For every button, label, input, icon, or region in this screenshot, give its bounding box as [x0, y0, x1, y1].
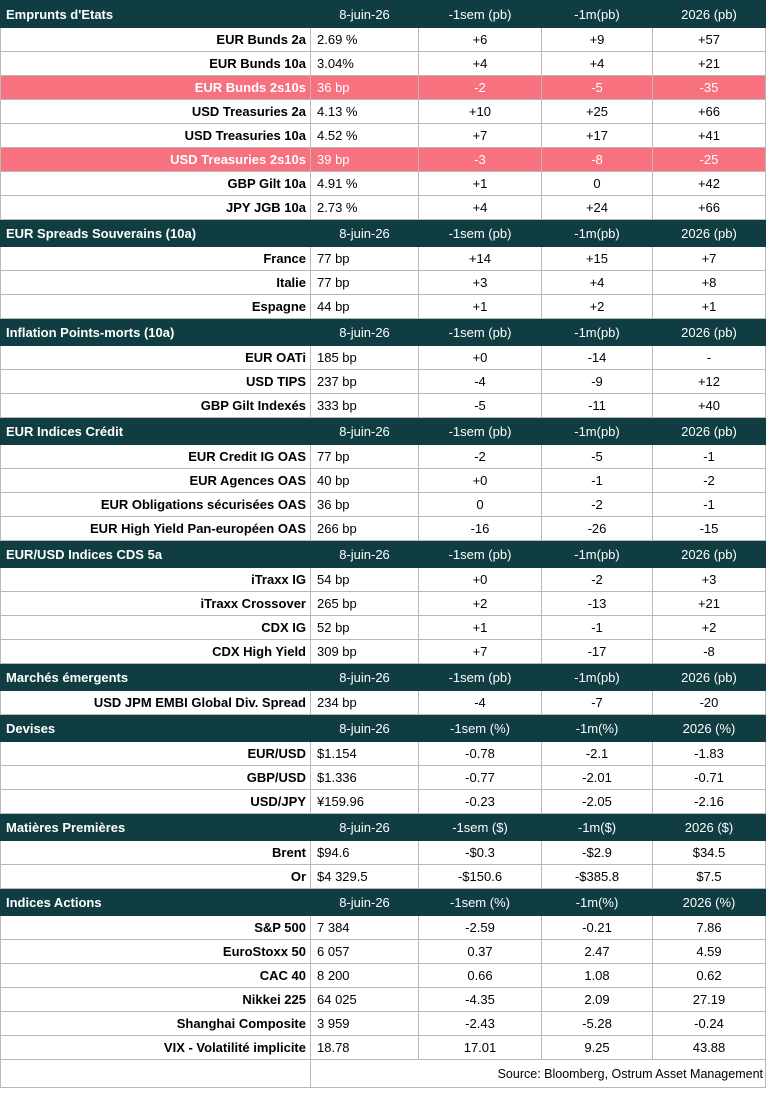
change-value: 1.08	[542, 964, 653, 988]
change-value: 17.01	[419, 1036, 542, 1060]
column-header: 8-juin-26	[311, 220, 419, 247]
change-value: -2.59	[419, 916, 542, 940]
change-value: -3	[419, 148, 542, 172]
change-value: -$150.6	[419, 865, 542, 889]
section-header-inflation-points-morts-10a	[1, 319, 766, 346]
change-value: -2	[542, 493, 653, 517]
section-title: Inflation Points-morts (10a)	[1, 319, 311, 346]
table-row	[1, 493, 766, 517]
change-value: +2	[653, 616, 766, 640]
current-value: 77 bp	[311, 247, 419, 271]
change-value: 9.25	[542, 1036, 653, 1060]
current-value: 265 bp	[311, 592, 419, 616]
current-value: ¥159.96	[311, 790, 419, 814]
change-value: $34.5	[653, 841, 766, 865]
column-header: 8-juin-26	[311, 418, 419, 445]
table-row	[1, 640, 766, 664]
change-value: -$2.9	[542, 841, 653, 865]
row-label: CDX High Yield	[1, 640, 311, 664]
section-title: Devises	[1, 715, 311, 742]
table-row	[1, 964, 766, 988]
change-value: -26	[542, 517, 653, 541]
table-row	[1, 295, 766, 319]
table-row	[1, 940, 766, 964]
table-row	[1, 766, 766, 790]
current-value: 36 bp	[311, 76, 419, 100]
column-header: 8-juin-26	[311, 715, 419, 742]
current-value: 6 057	[311, 940, 419, 964]
current-value: 2.69 %	[311, 28, 419, 52]
table-row	[1, 592, 766, 616]
change-value: -2	[419, 445, 542, 469]
section-title: Matières Premières	[1, 814, 311, 841]
change-value: -2.43	[419, 1012, 542, 1036]
change-value: +2	[419, 592, 542, 616]
section-header-marches-emergents	[1, 664, 766, 691]
change-value: -15	[653, 517, 766, 541]
table-row	[1, 916, 766, 940]
current-value: $4 329.5	[311, 865, 419, 889]
change-value: +21	[653, 592, 766, 616]
row-label: Espagne	[1, 295, 311, 319]
row-label: Or	[1, 865, 311, 889]
change-value: +66	[653, 100, 766, 124]
table-row	[1, 841, 766, 865]
table-row	[1, 616, 766, 640]
change-value: -7	[542, 691, 653, 715]
row-label: USD Treasuries 2a	[1, 100, 311, 124]
change-value: -0.24	[653, 1012, 766, 1036]
source-note: Source: Bloomberg, Ostrum Asset Management	[311, 1060, 766, 1088]
current-value: 64 025	[311, 988, 419, 1012]
change-value: +40	[653, 394, 766, 418]
section-title: Emprunts d'Etats	[1, 1, 311, 28]
current-value: 4.13 %	[311, 100, 419, 124]
column-header: -1sem (%)	[419, 715, 542, 742]
table-row	[1, 1012, 766, 1036]
current-value: 4.52 %	[311, 124, 419, 148]
current-value: $94.6	[311, 841, 419, 865]
column-header: -1m(pb)	[542, 220, 653, 247]
change-value: +1	[653, 295, 766, 319]
row-label: CDX IG	[1, 616, 311, 640]
change-value: -2.01	[542, 766, 653, 790]
column-header: -1m(%)	[542, 715, 653, 742]
column-header: -1m(pb)	[542, 418, 653, 445]
column-header: -1m(pb)	[542, 541, 653, 568]
column-header: 2026 (pb)	[653, 541, 766, 568]
table-row	[1, 148, 766, 172]
change-value: -25	[653, 148, 766, 172]
row-label: CAC 40	[1, 964, 311, 988]
current-value: $1.154	[311, 742, 419, 766]
change-value: -5	[542, 76, 653, 100]
change-value: -8	[542, 148, 653, 172]
row-label: France	[1, 247, 311, 271]
change-value: 4.59	[653, 940, 766, 964]
change-value: -2	[653, 469, 766, 493]
row-label: USD/JPY	[1, 790, 311, 814]
change-value: +42	[653, 172, 766, 196]
section-header-indices-actions	[1, 889, 766, 916]
current-value: 39 bp	[311, 148, 419, 172]
row-label: GBP/USD	[1, 766, 311, 790]
section-title: EUR Indices Crédit	[1, 418, 311, 445]
table-row	[1, 100, 766, 124]
column-header: -1sem (pb)	[419, 319, 542, 346]
change-value: 2.09	[542, 988, 653, 1012]
section-title: Marchés émergents	[1, 664, 311, 691]
row-label: EUR Bunds 2s10s	[1, 76, 311, 100]
current-value: 8 200	[311, 964, 419, 988]
change-value: 0	[419, 493, 542, 517]
current-value: 185 bp	[311, 346, 419, 370]
change-value: +1	[419, 295, 542, 319]
change-value: +0	[419, 346, 542, 370]
column-header: -1m(pb)	[542, 664, 653, 691]
change-value: -0.71	[653, 766, 766, 790]
section-header-eur-indices-credit	[1, 418, 766, 445]
current-value: 3.04%	[311, 52, 419, 76]
column-header: -1sem (pb)	[419, 541, 542, 568]
change-value: 27.19	[653, 988, 766, 1012]
column-header: 2026 (pb)	[653, 1, 766, 28]
change-value: 43.88	[653, 1036, 766, 1060]
change-value: -4	[419, 691, 542, 715]
change-value: -5	[542, 445, 653, 469]
row-label: Italie	[1, 271, 311, 295]
change-value: +24	[542, 196, 653, 220]
change-value: -1	[653, 493, 766, 517]
table-row	[1, 247, 766, 271]
change-value: -20	[653, 691, 766, 715]
row-label: Shanghai Composite	[1, 1012, 311, 1036]
change-value: 0	[542, 172, 653, 196]
row-label: EUR Credit IG OAS	[1, 445, 311, 469]
section-header-devises	[1, 715, 766, 742]
section-header-emprunts-d-etats	[1, 1, 766, 28]
change-value: -0.23	[419, 790, 542, 814]
row-label: USD Treasuries 2s10s	[1, 148, 311, 172]
table-row	[1, 394, 766, 418]
table-row	[1, 988, 766, 1012]
change-value: -5.28	[542, 1012, 653, 1036]
source-spacer	[1, 1060, 311, 1088]
row-label: EUR/USD	[1, 742, 311, 766]
table-row	[1, 124, 766, 148]
column-header: -1sem ($)	[419, 814, 542, 841]
column-header: 2026 (pb)	[653, 664, 766, 691]
change-value: 0.62	[653, 964, 766, 988]
change-value: +7	[419, 640, 542, 664]
row-label: EuroStoxx 50	[1, 940, 311, 964]
row-label: EUR High Yield Pan-européen OAS	[1, 517, 311, 541]
column-header: 2026 ($)	[653, 814, 766, 841]
row-label: EUR OATi	[1, 346, 311, 370]
change-value: -0.21	[542, 916, 653, 940]
change-value: -2.05	[542, 790, 653, 814]
change-value: -16	[419, 517, 542, 541]
change-value: +25	[542, 100, 653, 124]
column-header: 8-juin-26	[311, 1, 419, 28]
market-data-body	[1, 1, 766, 1088]
column-header: 8-juin-26	[311, 541, 419, 568]
change-value: -$385.8	[542, 865, 653, 889]
table-row	[1, 790, 766, 814]
change-value: -4.35	[419, 988, 542, 1012]
table-row	[1, 370, 766, 394]
change-value: +57	[653, 28, 766, 52]
current-value: 77 bp	[311, 271, 419, 295]
change-value: -2	[542, 568, 653, 592]
row-label: iTraxx IG	[1, 568, 311, 592]
table-row	[1, 28, 766, 52]
column-header: -1sem (pb)	[419, 1, 542, 28]
column-header: -1sem (pb)	[419, 418, 542, 445]
row-label: USD Treasuries 10a	[1, 124, 311, 148]
column-header: 2026 (pb)	[653, 319, 766, 346]
change-value: +14	[419, 247, 542, 271]
row-label: iTraxx Crossover	[1, 592, 311, 616]
row-label: EUR Agences OAS	[1, 469, 311, 493]
column-header: -1m(pb)	[542, 1, 653, 28]
column-header: 2026 (pb)	[653, 418, 766, 445]
change-value: +9	[542, 28, 653, 52]
column-header: 2026 (pb)	[653, 220, 766, 247]
change-value: +4	[419, 52, 542, 76]
current-value: 237 bp	[311, 370, 419, 394]
table-row	[1, 691, 766, 715]
column-header: 2026 (%)	[653, 889, 766, 916]
row-label: Brent	[1, 841, 311, 865]
change-value: +15	[542, 247, 653, 271]
current-value: 4.91 %	[311, 172, 419, 196]
change-value: -5	[419, 394, 542, 418]
change-value: -9	[542, 370, 653, 394]
column-header: 8-juin-26	[311, 319, 419, 346]
change-value: -1	[542, 469, 653, 493]
row-label: S&P 500	[1, 916, 311, 940]
current-value: 266 bp	[311, 517, 419, 541]
change-value: -8	[653, 640, 766, 664]
table-row	[1, 346, 766, 370]
row-label: GBP Gilt 10a	[1, 172, 311, 196]
change-value: +41	[653, 124, 766, 148]
table-row	[1, 271, 766, 295]
change-value: -1.83	[653, 742, 766, 766]
table-row	[1, 517, 766, 541]
change-value: -$0.3	[419, 841, 542, 865]
change-value: +12	[653, 370, 766, 394]
change-value: 2.47	[542, 940, 653, 964]
change-value: -2.16	[653, 790, 766, 814]
current-value: 2.73 %	[311, 196, 419, 220]
source-row	[1, 1060, 766, 1088]
change-value: +10	[419, 100, 542, 124]
row-label: JPY JGB 10a	[1, 196, 311, 220]
table-row	[1, 172, 766, 196]
change-value: -2	[419, 76, 542, 100]
column-header: -1m(%)	[542, 889, 653, 916]
change-value: +1	[419, 172, 542, 196]
table-row	[1, 1036, 766, 1060]
change-value: -0.77	[419, 766, 542, 790]
change-value: -	[653, 346, 766, 370]
change-value: -1	[653, 445, 766, 469]
change-value: +7	[653, 247, 766, 271]
change-value: 0.37	[419, 940, 542, 964]
row-label: Nikkei 225	[1, 988, 311, 1012]
change-value: +4	[542, 271, 653, 295]
change-value: +8	[653, 271, 766, 295]
column-header: -1sem (%)	[419, 889, 542, 916]
current-value: 7 384	[311, 916, 419, 940]
table-row	[1, 469, 766, 493]
current-value: 54 bp	[311, 568, 419, 592]
change-value: 7.86	[653, 916, 766, 940]
table-row	[1, 865, 766, 889]
row-label: VIX - Volatilité implicite	[1, 1036, 311, 1060]
current-value: 52 bp	[311, 616, 419, 640]
row-label: GBP Gilt Indexés	[1, 394, 311, 418]
change-value: +6	[419, 28, 542, 52]
change-value: -4	[419, 370, 542, 394]
row-label: EUR Bunds 10a	[1, 52, 311, 76]
section-title: Indices Actions	[1, 889, 311, 916]
change-value: +66	[653, 196, 766, 220]
current-value: 40 bp	[311, 469, 419, 493]
row-label: USD TIPS	[1, 370, 311, 394]
section-header-eur-spreads-souverains-10a	[1, 220, 766, 247]
current-value: 3 959	[311, 1012, 419, 1036]
change-value: +3	[653, 568, 766, 592]
table-row	[1, 76, 766, 100]
row-label: EUR Obligations sécurisées OAS	[1, 493, 311, 517]
change-value: +2	[542, 295, 653, 319]
current-value: 77 bp	[311, 445, 419, 469]
table-row	[1, 52, 766, 76]
change-value: +4	[419, 196, 542, 220]
column-header: -1m($)	[542, 814, 653, 841]
change-value: -17	[542, 640, 653, 664]
current-value: 36 bp	[311, 493, 419, 517]
change-value: +0	[419, 469, 542, 493]
change-value: $7.5	[653, 865, 766, 889]
column-header: 2026 (%)	[653, 715, 766, 742]
table-row	[1, 196, 766, 220]
change-value: +21	[653, 52, 766, 76]
change-value: -11	[542, 394, 653, 418]
column-header: 8-juin-26	[311, 889, 419, 916]
change-value: -1	[542, 616, 653, 640]
column-header: 8-juin-26	[311, 664, 419, 691]
current-value: 234 bp	[311, 691, 419, 715]
change-value: -14	[542, 346, 653, 370]
change-value: +4	[542, 52, 653, 76]
table-row	[1, 742, 766, 766]
section-header-matieres-premieres	[1, 814, 766, 841]
row-label: USD JPM EMBI Global Div. Spread	[1, 691, 311, 715]
column-header: -1sem (pb)	[419, 220, 542, 247]
change-value: +1	[419, 616, 542, 640]
change-value: -35	[653, 76, 766, 100]
section-title: EUR Spreads Souverains (10a)	[1, 220, 311, 247]
row-label: EUR Bunds 2a	[1, 28, 311, 52]
change-value: -0.78	[419, 742, 542, 766]
current-value: 309 bp	[311, 640, 419, 664]
table-row	[1, 445, 766, 469]
column-header: -1m(pb)	[542, 319, 653, 346]
current-value: 18.78	[311, 1036, 419, 1060]
table-row	[1, 568, 766, 592]
change-value: -13	[542, 592, 653, 616]
current-value: 44 bp	[311, 295, 419, 319]
change-value: -2.1	[542, 742, 653, 766]
section-title: EUR/USD Indices CDS 5a	[1, 541, 311, 568]
current-value: $1.336	[311, 766, 419, 790]
change-value: +17	[542, 124, 653, 148]
column-header: -1sem (pb)	[419, 664, 542, 691]
change-value: +7	[419, 124, 542, 148]
column-header: 8-juin-26	[311, 814, 419, 841]
change-value: +3	[419, 271, 542, 295]
current-value: 333 bp	[311, 394, 419, 418]
change-value: 0.66	[419, 964, 542, 988]
section-header-eur-usd-indices-cds-5a	[1, 541, 766, 568]
change-value: +0	[419, 568, 542, 592]
